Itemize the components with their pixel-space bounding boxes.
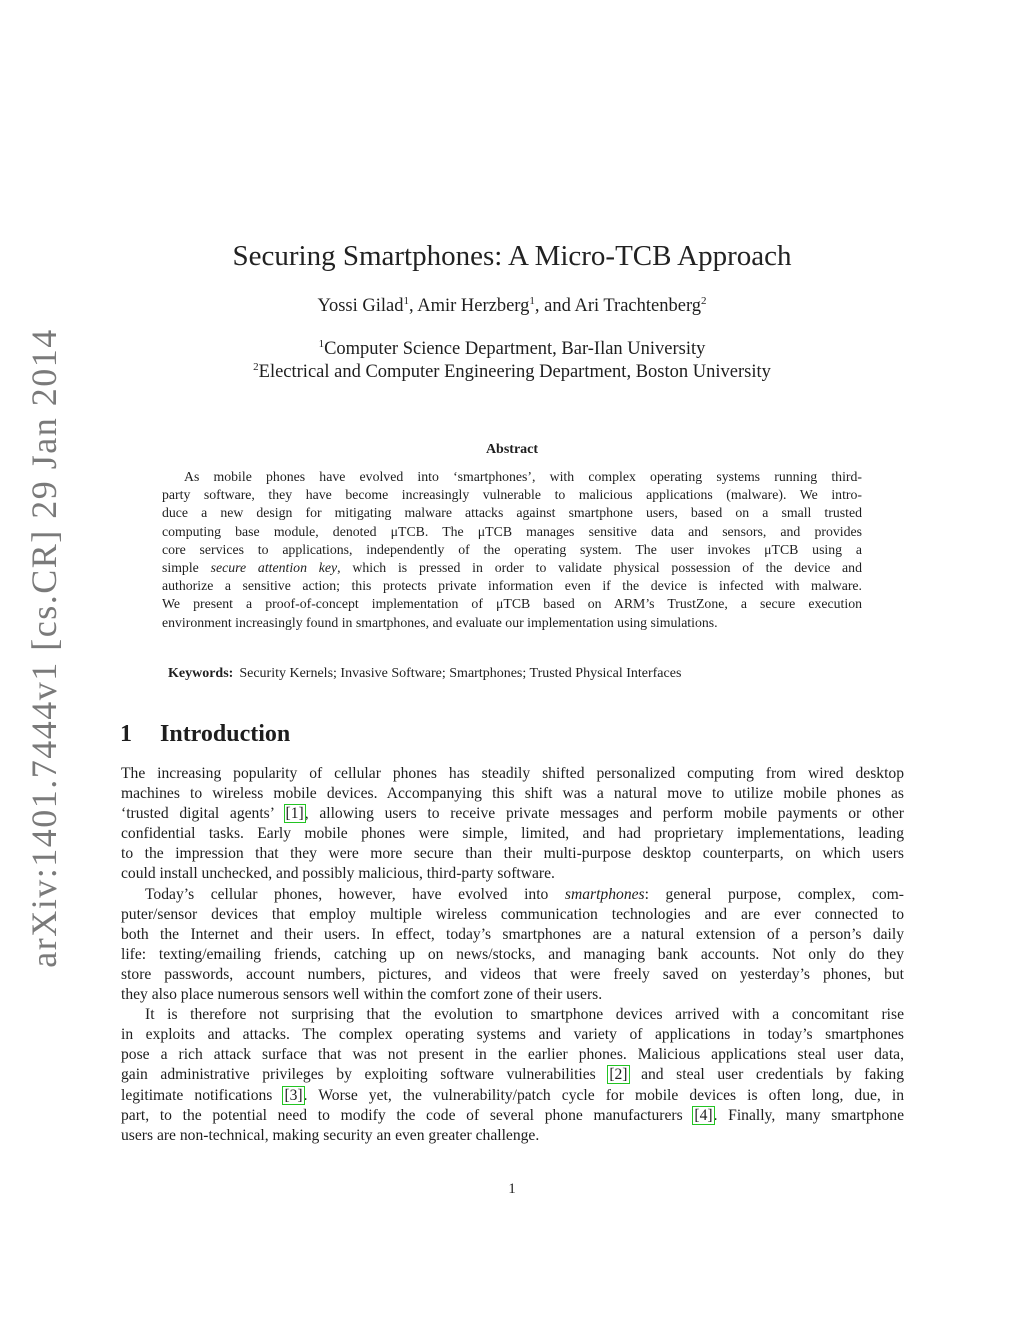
body-line: [121, 885, 904, 905]
body-emphasis: smartphones: [564, 885, 645, 903]
section-title: Introduction: [160, 721, 291, 747]
body-text-segment: part, to the potential need to modify the code of several phone manufacturers: [121, 1106, 694, 1124]
affiliation: [0, 362, 1024, 383]
author-name: Ari Trachtenberg: [574, 296, 702, 316]
abstract-line: [162, 559, 862, 577]
body-line: users are non-technical, making security an even greater challenge.: [121, 1126, 540, 1144]
citation-link[interactable]: [4]: [694, 1106, 713, 1124]
body-line: both the Internet and their users. In effect, today’s smartphones are a natural extension of a person’s daily: [121, 925, 904, 943]
keywords-text: Security Kernels; Invasive Software; Smartphones; Trusted Physical Interfaces: [239, 666, 682, 681]
body-text-segment: . Worse yet, the vulnerability/patch cycle for mobile devices is often long, due, in: [303, 1086, 904, 1104]
body-line: life: texting/emailing friends, catching up on news/stocks, and managing bank accounts. Not only do they: [121, 945, 904, 963]
abstract-text: , which is pressed in order to validate physical possession of the device and: [337, 560, 862, 576]
keywords: [168, 666, 681, 682]
body-line: they also place numerous sensors well within the comfort zone of their users.: [121, 986, 603, 1004]
citation-link[interactable]: [2]: [609, 1066, 628, 1084]
body-line: to the impression that they were more secure than their multi-purpose desktop counterparts, on which users: [121, 845, 904, 863]
body-line: machines to wireless mobile devices. Accompanying this shift was a natural move to utilize mobile phones as: [121, 785, 904, 803]
author-affiliation-mark: 1: [529, 295, 535, 307]
abstract-line: core services to applications, independently of the operating system. The user invokes μTCB using a: [162, 541, 862, 557]
section-number: 1: [120, 721, 132, 747]
body-line: [121, 1065, 904, 1085]
author-name: Yossi Gilad: [317, 296, 404, 316]
arxiv-identifier[interactable]: arXiv:1401.7444v1 [cs.CR] 29 Jan 2014: [24, 328, 64, 968]
body-text-segment: and steal user credentials by faking: [628, 1066, 904, 1084]
citation-link[interactable]: [1]: [285, 805, 304, 823]
abstract-line: environment increasingly found in smartphones, and evaluate our implementation using simulations.: [162, 614, 718, 630]
abstract-text: simple: [162, 560, 211, 576]
affiliation: [0, 339, 1024, 360]
body-text-segment: : general purpose, complex, com-: [644, 885, 904, 903]
author-affiliation-mark: 2: [701, 295, 707, 307]
body-line: could install unchecked, and possibly malicious, third-party software.: [121, 865, 555, 883]
abstract-line: party software, they have become increasingly vulnerable to malicious applications (malware). We intro-: [162, 487, 862, 503]
body-text-segment: gain administrative privileges by exploiting software vulnerabilities: [121, 1066, 609, 1084]
abstract-line: duce a new design for mitigating malware attacks against smartphone users, based on a small trusted: [162, 505, 862, 521]
affiliation-number: 2: [253, 361, 259, 373]
body-text-segment: legitimate notifications: [121, 1086, 284, 1104]
abstract-line: authorize a sensitive action; this protects private information even if the device is infected with malware.: [162, 578, 862, 594]
citation-link[interactable]: [3]: [284, 1086, 303, 1104]
body-text-segment: . Finally, many smartphone: [713, 1106, 904, 1124]
body-line: store passwords, account numbers, pictures, and videos that were freely saved on yesterday’s phones, but: [121, 965, 904, 983]
body-text-segment: Today’s cellular phones, however, have evolved into: [145, 885, 565, 903]
abstract-line: We present a proof-of-concept implementation of μTCB based on ARM’s TrustZone, a secure execution: [162, 596, 862, 612]
body-line: confidential tasks. Early mobile phones were simple, limited, and had proprietary implementations, leading: [121, 825, 904, 843]
body-text-segment: , allowing users to receive private messages and perform mobile payments or other: [304, 805, 905, 823]
author-separator: , and: [534, 296, 575, 316]
abstract-emphasis: secure attention key: [210, 560, 338, 576]
body-line: puter/sensor devices that employ multiple wireless communication technologies and are ever connected to: [121, 905, 904, 923]
keywords-label: Keywords:: [168, 666, 234, 681]
body-line: [121, 1086, 904, 1106]
page-number: 1: [508, 1181, 516, 1197]
author-name: Amir Herzberg: [417, 296, 530, 316]
body-line: pose a rich attack surface that was not present in the earlier phones. Malicious applications steal user data,: [121, 1046, 904, 1064]
author-separator: ,: [408, 296, 418, 316]
author-list: [0, 296, 1024, 317]
body-line: It is therefore not surprising that the evolution to smartphone devices arrived with a concomitant rise: [145, 1006, 904, 1024]
affiliation-text: Electrical and Computer Engineering Department, Boston University: [258, 362, 771, 382]
author-affiliation-mark: 1: [403, 295, 409, 307]
section-heading: [120, 721, 290, 748]
body-line: [121, 804, 904, 824]
affiliation-text: Computer Science Department, Bar-Ilan University: [324, 339, 706, 359]
body-line: The increasing popularity of cellular phones has steadily shifted personalized computing from wired desktop: [121, 765, 904, 782]
abstract-line: computing base module, denoted μTCB. The μTCB manages sensitive data and sensors, and provides: [162, 523, 862, 539]
abstract-heading: Abstract: [485, 442, 539, 457]
abstract-line: As mobile phones have evolved into ‘smartphones’, with complex operating systems running third-: [184, 469, 862, 484]
paper-title: Securing Smartphones: A Micro-TCB Approach: [232, 240, 792, 272]
abstract-body: [162, 468, 862, 632]
body-line: [121, 1106, 904, 1126]
body-text: [121, 764, 904, 1146]
affiliation-number: 1: [318, 338, 325, 350]
body-text-segment: ‘trusted digital agents’: [121, 805, 285, 823]
body-line: in exploits and attacks. The complex operating systems and variety of applications in today’s smartphones: [121, 1026, 904, 1044]
